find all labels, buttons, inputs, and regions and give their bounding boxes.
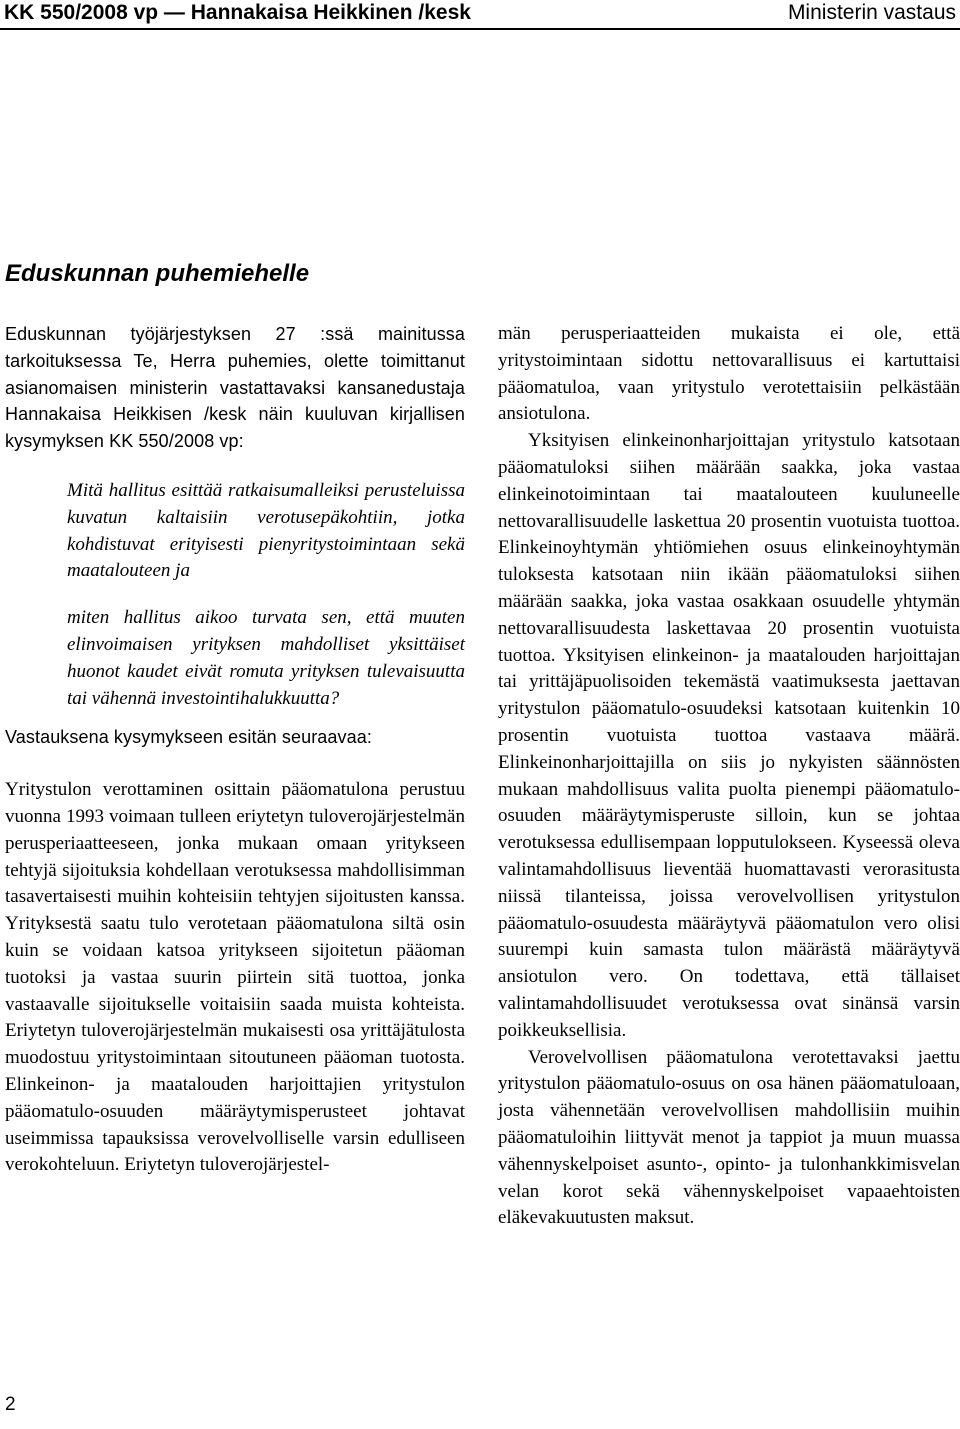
- answer-paragraph-2: Yksityisen elinkeinonharjoittajan yritystulo katsotaan pääomatuloksi siihen määrään saakka, joka vastaa elinkeinotoimintaan tai maatalouteen kuuluneelle nettovarallisuudelle laskettua 20 prosentin vuotuista tuottoa. Elinkeinoyhtymän yhtiömiehen osuus elinkeinoyhtymän tuloksesta katsotaan niin ikään pääomatuloksi siihen määrään saakka, joka vastaa osakkaan osuudelle yhtymän nettovarallisuudesta laskettavaa 20 prosentin vuotuista tuottoa. Yksityisen elinkeinon- ja maatalouden harjoittajan tai yrittäjäpuolisoiden tekemästä vaatimuksesta jaettavan yritystulon pääomatulo-osuudeksi katsotaan kuitenkin 10 prosentin vuotuista tuottoa vastaava määrä. Elinkeinonharjoittajilla on siis jo nykyisten säännösten mukaan mahdollisuus valita puolta pienempi pääomatulo-osuuden määräytymisperuste silloin, kun se johtaa verotuksessa edullisempaan lopputulokseen. Kyseessä oleva valintamahdollisuus lieventää huomattavasti verorasitusta niissä tilanteissa, joissa verovelvollisen yritystulon pääomatulo-osuudesta määräytyvä pääomatulon vero olisi suurempi kuin samasta tulon määrästä määräytyvä ansiotulon vero. On todettava, että tällaiset valintamahdollisuudet verotuksessa ovat sinänsä varsin poikkeuksellisia.: [498, 430, 960, 1041]
- header-section-title: Ministerin vastaus: [787, 1, 956, 24]
- right-column: [498, 321, 960, 1232]
- page-number: 2: [5, 1394, 16, 1415]
- left-column: [5, 321, 465, 1179]
- intro-paragraph: Eduskunnan työjärjestyksen 27 :ssä mainitussa tarkoituksessa Te, Herra puhemies, olette toimittanut asianomaisen ministerin vastattavaksi kansanedustaja Hannakaisa Heikkisen /kesk näin kuuluvan kirjallisen kysymyksen KK 550/2008 vp:: [5, 324, 465, 452]
- addressee-heading: Eduskunnan puhemiehelle: [5, 260, 310, 287]
- question-block: [67, 478, 465, 712]
- page-header: [0, 0, 960, 30]
- header-document-id: KK 550/2008 vp — Hannakaisa Heikkinen /kesk: [4, 1, 471, 24]
- answer-paragraph-1-continued: män perusperiaatteiden mukaista ei ole, että yritystoimintaan sidottu nettovarallisuus ei kartuttaisi pääomatuloa, vaan yritystulo verotettaisiin pelkästään ansiotulona.: [498, 323, 960, 425]
- answer-intro: Vastauksena kysymykseen esitän seuraavaa:: [5, 727, 372, 748]
- question-part-2: miten hallitus aikoo turvata sen, että muuten elinvoimaisen yrityksen mahdolliset yksittäiset huonot kaudet eivät romuta yrityksen tulevaisuutta tai vähennä investointihalukkuutta?: [67, 607, 465, 709]
- answer-paragraph-3: Verovelvollisen pääomatulona verotettavaksi jaettu yritystulon pääomatulo-osuus on osa hänen pääomatuloaan, josta vähennetään verovelvollisen mahdollisiin muihin pääomatuloihin liittyvät menot ja tappiot ja muun muassa vähennyskelpoiset asunto-, opinto- ja tulonhankkimisvelan velan korot sekä vähennyskelpoiset vapaaehtoisten eläkevakuutusten maksut.: [498, 1046, 960, 1229]
- question-part-1: Mitä hallitus esittää ratkaisumalleiksi perusteluissa kuvatun kaltaisiin verotusepäkohtiin, jotka kohdistuvat erityisesti pienyritystoimintaan sekä maatalouteen ja: [67, 479, 465, 582]
- header-rule: [0, 28, 960, 30]
- answer-paragraph-1: Yritystulon verottaminen osittain pääomatulona perustuu vuonna 1993 voimaan tulleen eriytetyn tuloverojärjestelmän perusperiaatteeseen, jonka mukaan omaan yritykseen tehtyjä sijoituksia kohdellaan verotuksessa mahdollisimman tasavertaisesti muihin kohteisiin tehtyjen sijoitusten kanssa. Yrityksestä saatu tulo verotetaan pääomatulona siltä osin kuin se voidaan katsoa yritykseen sijoitetun pääoman tuotoksi ja vastaa suurin piirtein sitä tuottoa, jonka vastaavalle sijoitukselle voitaisiin saada muista kohteista. Eriytetyn tuloverojärjestelmän mukaisesti osa yrittäjätulosta muodostuu yritystoimintaan sitoutuneen pääoman tuotosta. Elinkeinon- ja maatalouden harjoittajien yritystulon pääomatulo-osuuden määräytymisperusteet johtavat useimmissa tapauksissa verovelvolliselle varsin edulliseen verokohteluun. Eriytetyn tuloverojärjestel-: [5, 779, 465, 1176]
